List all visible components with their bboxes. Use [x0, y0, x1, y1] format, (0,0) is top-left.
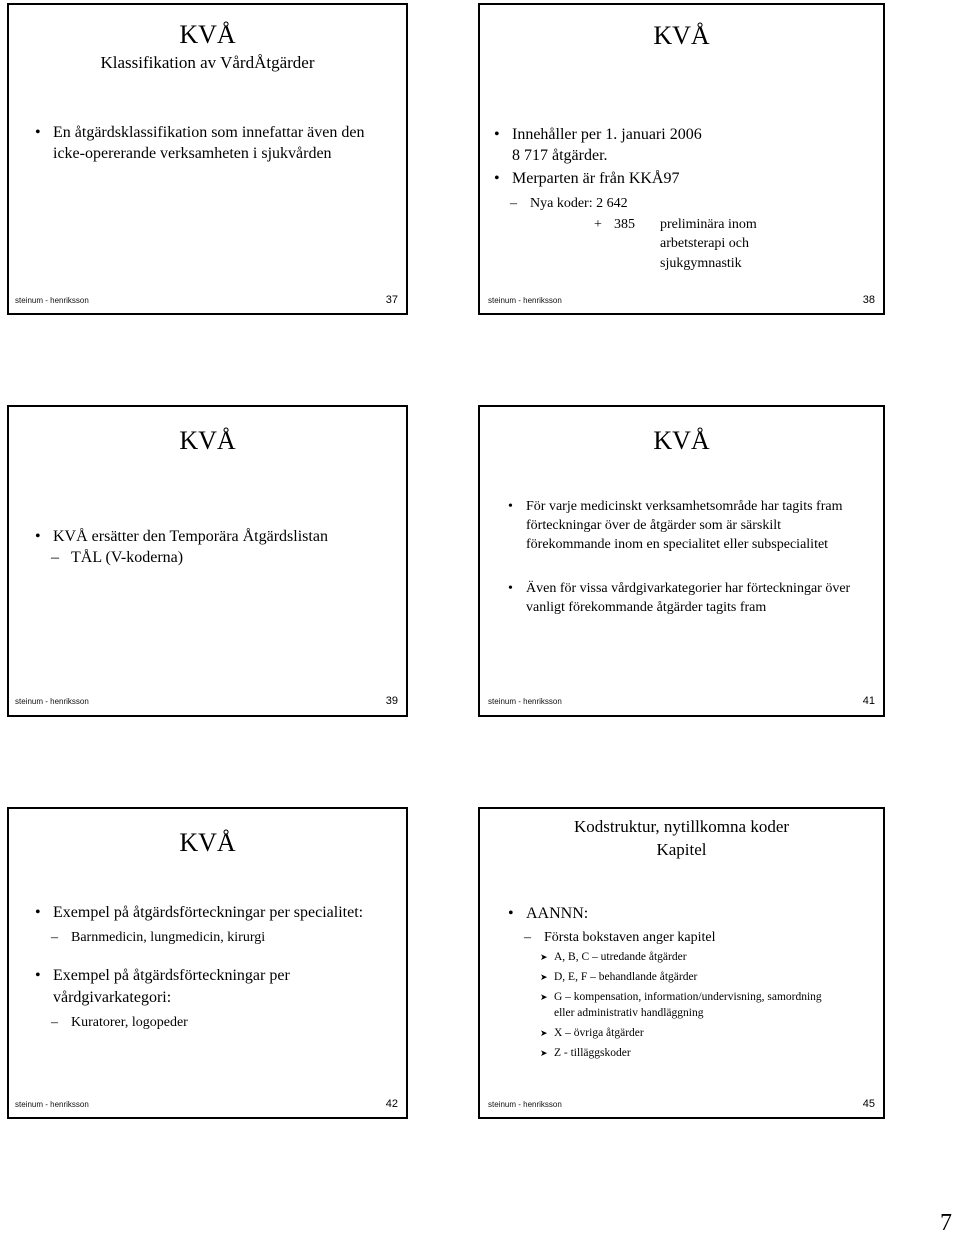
footer-author: steinum - henriksson: [15, 697, 89, 706]
slide-38: [478, 3, 885, 315]
code-item: ➤ A, B, C – utredande åtgärder: [506, 949, 868, 965]
slide-number: 45: [862, 1098, 875, 1110]
footer-author: steinum - henriksson: [488, 1100, 562, 1109]
slide-42: [7, 807, 408, 1119]
slide-body: [492, 124, 872, 274]
slide-number: 37: [385, 294, 398, 306]
code-item: ➤ X – övriga åtgärder: [506, 1025, 868, 1041]
slide-45: [478, 807, 885, 1119]
slide-number: 38: [862, 294, 875, 306]
bullet-item: • En åtgärdsklassifikation som innefattar även den icke-opererande verksamheten i sjukvården: [33, 122, 393, 164]
slide-title: [9, 21, 406, 72]
plus-row: [492, 214, 872, 234]
slide-number: 39: [385, 695, 398, 707]
bullet-line: 8 717 åtgärder.: [512, 147, 608, 164]
slide-title: [9, 427, 406, 456]
footer-author: steinum - henriksson: [488, 697, 562, 706]
slide-number: 42: [385, 1098, 398, 1110]
sub-item: – Nya koder: 2 642: [492, 193, 872, 214]
slide-37: [7, 3, 408, 315]
footer-author: steinum - henriksson: [488, 296, 562, 305]
bullet-item: • För varje medicinskt verksamhetsområde har tagits fram förteckningar över de åtgärder som är särskilt förekommande inom en specialitet eller subspecialitet: [506, 497, 868, 554]
note-line: arbetsterapi och: [660, 236, 750, 251]
title-text: KVÅ: [653, 426, 710, 455]
code-item: ➤ G – kompensation, information/undervisning, samordning eller administrativ handläggning: [506, 989, 824, 1021]
code-item: ➤ D, E, F – behandlande åtgärder: [506, 969, 868, 985]
footer-author: steinum - henriksson: [15, 296, 89, 305]
slide-41: [478, 405, 885, 717]
sub-item: – TÅL (V-koderna): [33, 547, 403, 568]
bullet-item: • Exempel på åtgärdsförteckningar per specialitet:: [33, 902, 393, 924]
bullet-item: • Även för vissa vårdgivarkategorier har förteckningar över vanligt förekommande åtgärder tagits fram: [506, 579, 868, 617]
slide-body: [33, 902, 393, 1034]
bullet-item: • AANNN:: [506, 903, 868, 925]
title-text: KVÅ: [179, 828, 236, 857]
slide-number: 41: [862, 695, 875, 707]
bullet-item: • KVÅ ersätter den Temporära Åtgärdslistan: [33, 526, 403, 547]
bullet-item: • Exempel på åtgärdsförteckningar per vårdgivarkategori:: [33, 965, 393, 1009]
slide-body: [33, 526, 403, 568]
note-line: preliminära inom: [660, 217, 757, 232]
title-text: KVÅ: [179, 20, 236, 49]
slide-body: [33, 122, 393, 164]
sub-item: – Första bokstaven anger kapitel: [506, 928, 868, 948]
slide-title: [480, 22, 883, 51]
title-line: Kodstruktur, nytillkomna koder: [573, 817, 790, 836]
code-item: ➤ Z - tilläggskoder: [506, 1045, 868, 1061]
slide-title: [480, 816, 883, 862]
slide-title: [9, 829, 406, 858]
title-text: KVÅ: [653, 21, 710, 50]
plus-sign: +: [594, 217, 602, 232]
note-line: sjukgymnastik: [660, 256, 742, 271]
bullet-line: Innehåller per 1. januari 2006: [512, 126, 702, 143]
title-text: KVÅ: [179, 426, 236, 455]
sub-item: – Kuratorer, logopeder: [33, 1012, 393, 1034]
plus-value: 385: [614, 217, 635, 232]
sub-item: – Barnmedicin, lungmedicin, kirurgi: [33, 927, 393, 949]
slide-body: [506, 903, 868, 1061]
title-line: Kapitel: [656, 839, 707, 859]
subtitle-text: Klassifikation av VårdÅtgärder: [100, 52, 315, 72]
slide-39: [7, 405, 408, 717]
page-number: 7: [940, 1210, 952, 1236]
code-list: [506, 949, 868, 1061]
footer-author: steinum - henriksson: [15, 1100, 89, 1109]
slide-title: [480, 427, 883, 456]
slide-body: [506, 497, 868, 617]
bullet-item: • Merparten är från KKÅ97: [492, 168, 872, 189]
bullet-item: [492, 124, 872, 166]
